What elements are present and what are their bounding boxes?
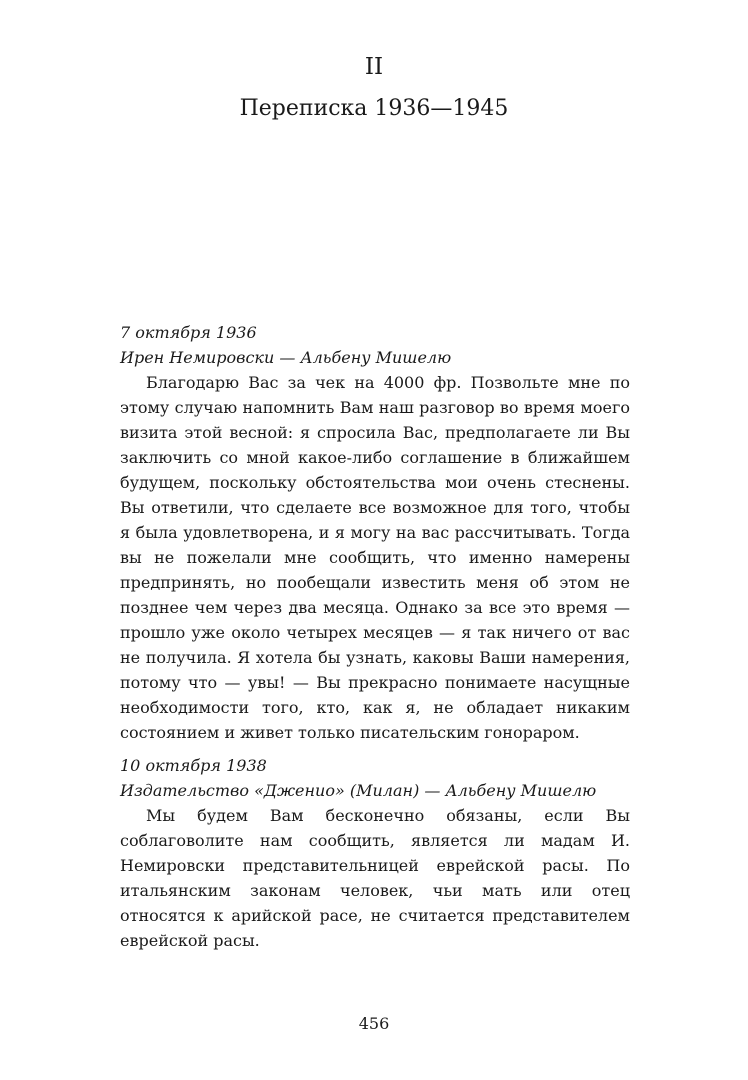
letter-correspondents: Издательство «Дженио» (Милан) — Альбену Мишелю: [120, 781, 597, 800]
letter-entry: [120, 320, 630, 745]
section-title: Переписка 1936—1945: [239, 96, 509, 121]
letter-correspondents: Ирен Немировски — Альбену Мишелю: [120, 348, 452, 367]
letter-date: 10 октября 1938: [120, 756, 267, 775]
part-number: II: [364, 54, 384, 80]
letter-body: Благодарю Вас за чек на 4000 фр. Позвольте мне по этому случаю напомнить Вам наш разговор во время моего визита этой весной: я спросила Вас, предполагаете ли Вы заключить со мной какое-либо соглашение в ближайшем будущем, поскольку обстоятельства мои очень стеснены. Вы ответили, что сделаете все возможное для того, чтобы я была удовлетворена, и я могу на вас рассчитывать. Тогда вы не пожелали мне сообщить, что именно намерены предпринять, но пообещали известить меня об этом не позднее чем через два месяца. Однако за все это время — прошло уже около четырех месяцев — я так ничего от вас не получила. Я хотела бы узнать, каковы Ваши намерения, потому что — увы! — Вы прекрасно понимаете насущные необходимости того, кто, как я, не обладает никаким состоянием и живет только писательским гонораром.: [120, 373, 630, 742]
letter-body: Мы будем Вам бесконечно обязаны, если Вы соблаговолите нам сообщить, является ли мадам И. Немировски представительницей еврейской расы. По итальянским законам человек, чьи мать или отец относятся к арийской расе, не считается представителем еврейской расы.: [120, 806, 630, 950]
letter-entry: [120, 753, 630, 953]
letters: [120, 320, 630, 961]
page-number: 456: [358, 1014, 390, 1033]
letter-date: 7 октября 1936: [120, 323, 257, 342]
